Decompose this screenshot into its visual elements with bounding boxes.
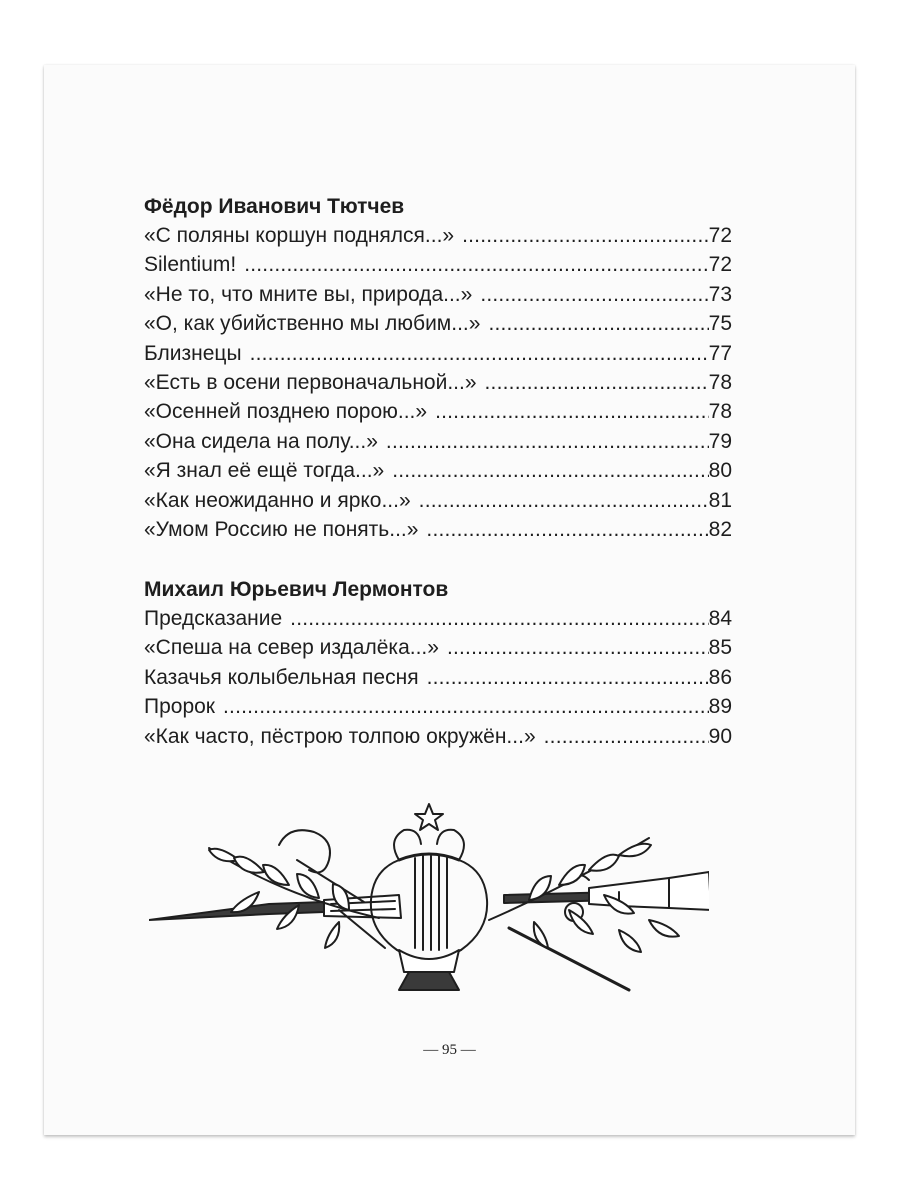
dot-leader	[427, 663, 709, 692]
toc-entry	[144, 692, 732, 721]
dot-leader	[290, 604, 708, 633]
author-heading: Фёдор Иванович Тютчев	[144, 195, 405, 218]
toc-entry-title: «О, как убийственно мы любим...»	[144, 312, 481, 336]
toc-entry	[144, 309, 732, 338]
dot-leader	[447, 633, 709, 662]
toc-entry-page: 77	[708, 341, 732, 365]
toc-entry-page: 75	[708, 312, 732, 336]
toc-entry-page: 79	[708, 429, 732, 453]
toc-entry	[144, 515, 732, 544]
dot-leader	[250, 339, 709, 368]
toc-entry-title: «Умом Россию не понять...»	[144, 517, 419, 541]
toc-entry-title: «Как часто, пёстрою толпою окружён...»	[144, 724, 536, 748]
lyre-weapons-laurel-ornament-icon	[149, 800, 709, 1000]
toc-entry-title: «Спеша на север издалёка...»	[144, 636, 439, 660]
toc-entry-page: 82	[708, 517, 732, 541]
toc-entry	[144, 339, 732, 368]
toc-entry	[144, 280, 732, 309]
toc-entry-page: 84	[708, 607, 732, 630]
dot-leader	[488, 309, 708, 338]
dot-leader	[435, 397, 709, 426]
toc-entry-page: 72	[708, 224, 732, 247]
toc-entry	[144, 456, 732, 485]
toc-entry	[144, 221, 732, 250]
toc-entry-page: 89	[708, 695, 732, 719]
dot-leader	[223, 692, 709, 721]
dot-leader	[462, 221, 709, 250]
toc-entry	[144, 427, 732, 456]
toc-entry-page: 81	[708, 488, 732, 512]
toc-entry-page: 90	[708, 724, 732, 748]
toc-entry-title: «Она сидела на полу...»	[144, 429, 378, 453]
author-heading: Михаил Юрьевич Лермонтов	[144, 578, 449, 601]
toc-entry	[144, 663, 732, 692]
dot-leader	[392, 456, 708, 485]
toc-entry	[144, 722, 732, 751]
toc-entry-title: Предсказание	[144, 607, 283, 630]
toc-entry-title: «Не то, что мните вы, природа...»	[144, 282, 473, 306]
toc-entry-page: 73	[708, 282, 732, 306]
toc-entry-page: 80	[708, 459, 732, 483]
toc-entry-page: 86	[708, 665, 732, 689]
toc-section-lermontov	[144, 575, 732, 751]
toc-entry-title: Казачья колыбельная песня	[144, 665, 419, 689]
toc-entry	[144, 604, 732, 633]
toc-entry	[144, 368, 732, 397]
dot-leader	[480, 280, 708, 309]
toc-entry-page: 78	[708, 370, 732, 394]
dot-leader	[426, 515, 708, 544]
toc-entry-title: «Как неожиданно и ярко...»	[144, 488, 411, 512]
page-number: — 95 —	[423, 1042, 476, 1058]
toc-entry-page: 72	[708, 253, 732, 277]
toc-entry-page: 85	[708, 636, 732, 660]
toc-entry	[144, 397, 732, 426]
toc-entry-title: Silentium!	[144, 253, 237, 277]
dot-leader	[419, 486, 709, 515]
dot-leader	[544, 722, 709, 751]
book-page	[44, 65, 855, 1135]
toc-entry	[144, 633, 732, 662]
toc-entry-title: «Осенней позднею порою...»	[144, 400, 428, 424]
toc-section-tyutchev	[144, 192, 732, 544]
toc-entry-title: Пророк	[144, 695, 215, 719]
toc-entry-title: «Есть в осени первоначальной...»	[144, 370, 477, 394]
toc-entry	[144, 486, 732, 515]
toc-entry-title: Близнецы	[144, 341, 242, 365]
dot-leader	[244, 250, 708, 279]
toc-entry-title: «Я знал её ещё тогда...»	[144, 459, 385, 483]
toc-entry	[144, 250, 732, 279]
toc-entry-page: 78	[708, 400, 732, 424]
dot-leader	[485, 368, 709, 397]
toc-entry-title: «С поляны коршун поднялся...»	[144, 224, 455, 247]
dot-leader	[386, 427, 709, 456]
